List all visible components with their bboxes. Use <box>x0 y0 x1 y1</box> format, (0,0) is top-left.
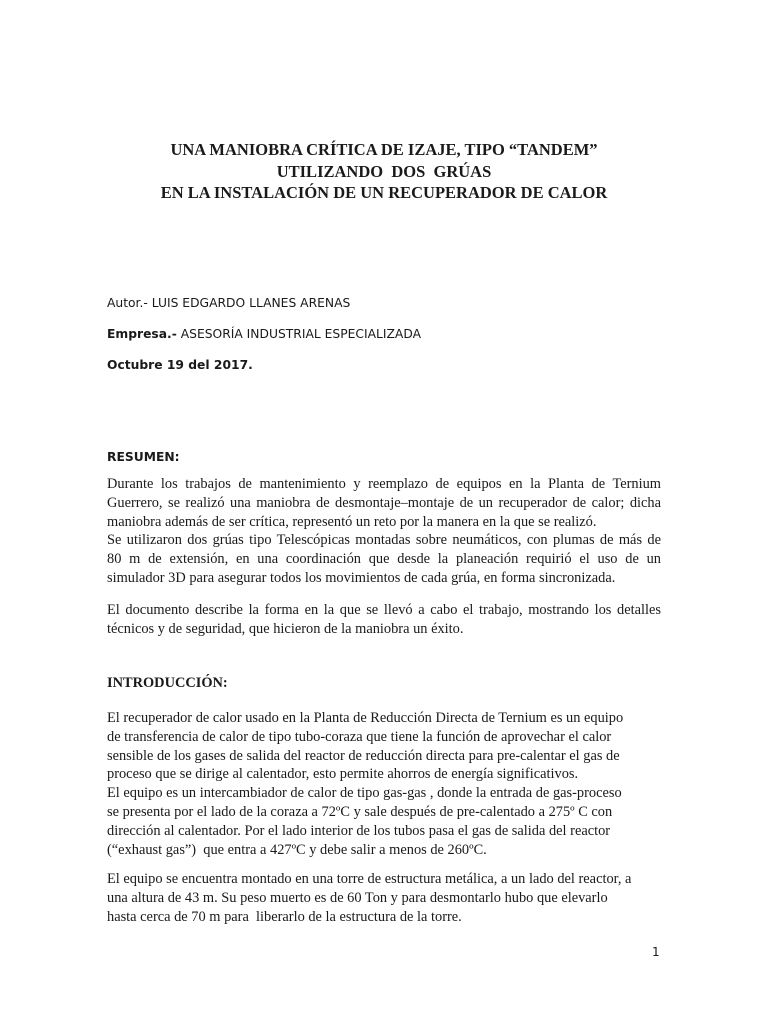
introduccion-paragraph-1 <box>107 709 667 859</box>
title-line-3: EN LA INSTALACIÓN DE UN RECUPERADOR DE CALOR <box>160 183 608 202</box>
text-line: El equipo se encuentra montado en una torre de estructura metálica, a un lado del reactor, a <box>107 871 632 887</box>
resumen-paragraph-1 <box>107 475 661 588</box>
document-date: Octubre 19 del 2017. <box>107 358 253 372</box>
text-line: Guerrero, se realizó una maniobra de desmontaje–montaje de un recuperador de calor; dicha <box>107 494 661 511</box>
title-line-1: UNA MANIOBRA CRÍTICA DE IZAJE, TIPO “TANDEM” <box>170 140 598 159</box>
author-line <box>107 295 350 311</box>
text-line: Se utilizaron dos grúas tipo Telescópicas montadas sobre neumáticos, con plumas de más de <box>107 532 661 549</box>
text-line: técnicos y de seguridad, que hicieron de la maniobra un éxito. <box>107 620 464 637</box>
text-line: (“exhaust gas”) que entra a 427ºC y debe salir a menos de 260ºC. <box>107 841 487 858</box>
document-title <box>0 139 768 204</box>
text-line: sensible de los gases de salida del reactor de reducción directa para pre-calentar el gas de <box>107 747 620 764</box>
text-line: dirección al calentador. Por el lado interior de los tubos pasa el gas de salida del reactor <box>107 822 611 839</box>
page-number: 1 <box>652 945 660 959</box>
resumen-heading: RESUMEN: <box>107 450 180 464</box>
text-line: de transferencia de calor de tipo tubo-coraza que tiene la función de aprovechar el calor <box>107 728 612 745</box>
text-line: hasta cerca de 70 m para liberarlo de la estructura de la torre. <box>107 908 462 925</box>
text-line: proceso que se dirige al calentador, esto permite ahorros de energía significativos. <box>107 766 579 783</box>
resumen-paragraph-2 <box>107 601 661 639</box>
company-label: Empresa.- <box>107 327 177 341</box>
text-line: simulador 3D para asegurar todos los movimientos de cada grúa, en forma sincronizada. <box>107 569 616 586</box>
text-line: una altura de 43 m. Su peso muerto es de 60 Ton y para desmontarlo hubo que elevarlo <box>107 889 608 906</box>
text-line: El equipo es un intercambiador de calor de tipo gas-gas , donde la entrada de gas-proceso <box>107 785 622 802</box>
text-line: 80 m de extensión, en una coordinación que desde la planeación requirió el uso de un <box>107 551 661 568</box>
title-line-2: UTILIZANDO DOS GRÚAS <box>276 161 492 181</box>
company-name: ASESORÍA INDUSTRIAL ESPECIALIZADA <box>176 327 422 341</box>
text-line: Durante los trabajos de mantenimiento y reemplazo de equipos en la Planta de Ternium <box>107 476 661 492</box>
author-text: Autor.- LUIS EDGARDO LLANES ARENAS <box>107 296 351 310</box>
introduccion-paragraph-2 <box>107 870 667 926</box>
introduccion-heading: INTRODUCCIÓN: <box>107 675 228 691</box>
text-line: maniobra además de ser crítica, representó un reto por la manera en la que se realizó. <box>107 513 597 530</box>
text-line: El documento describe la forma en la que se llevó a cabo el trabajo, mostrando los detalles <box>107 602 661 618</box>
company-line <box>107 326 421 342</box>
text-line: El recuperador de calor usado en la Planta de Reducción Directa de Ternium es un equipo <box>107 710 624 726</box>
text-line: se presenta por el lado de la coraza a 72ºC y sale después de pre-calentado a 275º C con <box>107 803 613 820</box>
